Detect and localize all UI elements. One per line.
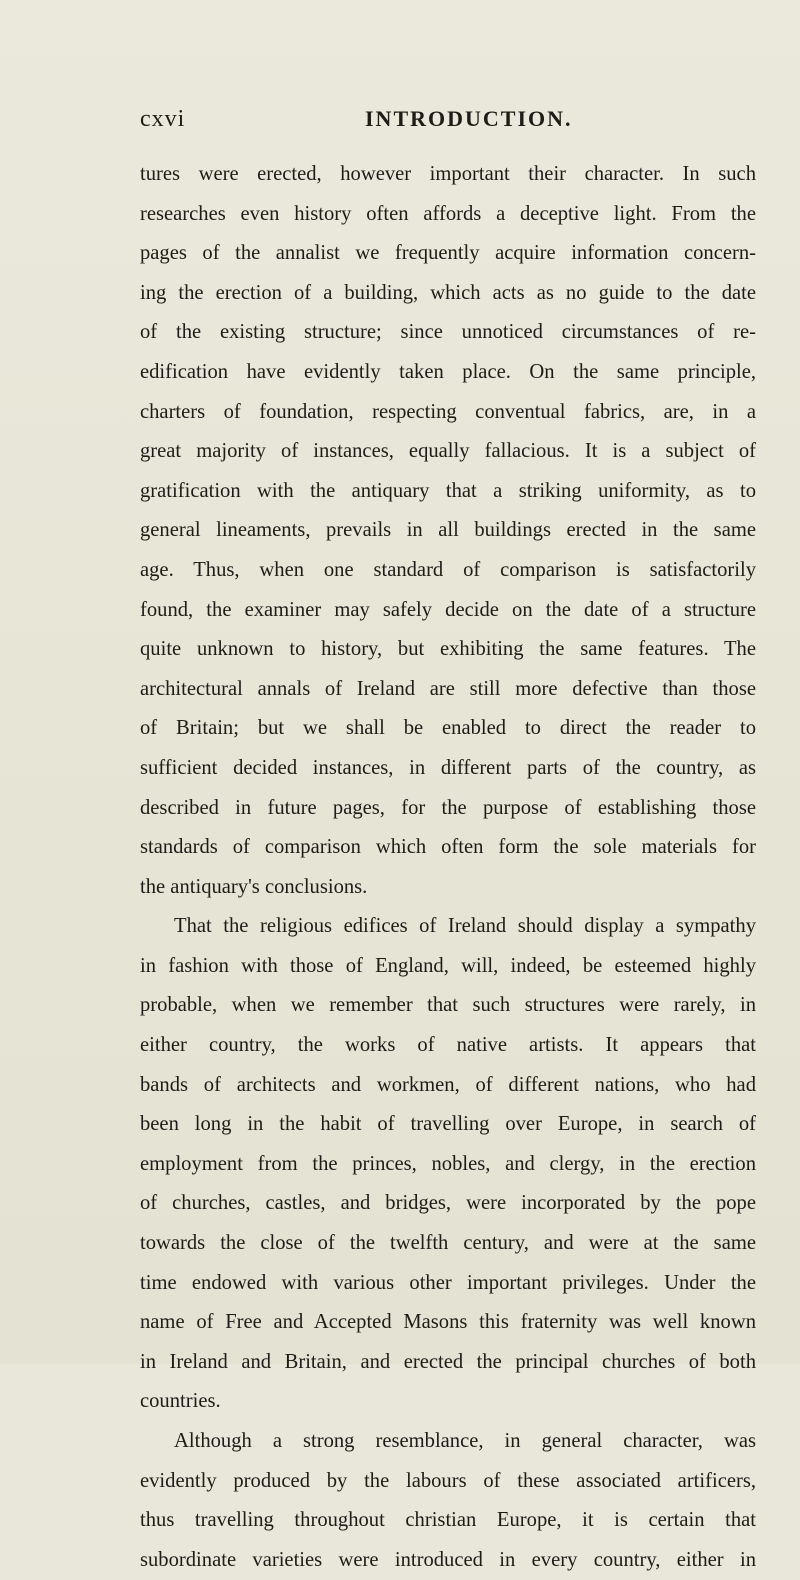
text-line: standards of comparison which often form the sole materials for bbox=[140, 836, 756, 859]
text-line: pages of the annalist we frequently acquire information concern- bbox=[140, 242, 756, 265]
text-line: in fashion with those of England, will, indeed, be esteemed highly bbox=[140, 954, 756, 977]
text-line: researches even history often affords a deceptive light. From the bbox=[140, 202, 756, 225]
text-line: probable, when we remember that such structures were rarely, in bbox=[140, 994, 756, 1017]
text-line: described in future pages, for the purpose of establishing those bbox=[140, 796, 756, 819]
paragraph-3 bbox=[140, 1422, 756, 1580]
text-line: general lineaments, prevails in all buildings erected in the same bbox=[140, 519, 756, 542]
text-line: countries. bbox=[140, 1390, 221, 1413]
text-line: charters of foundation, respecting conventual fabrics, are, in a bbox=[140, 400, 756, 423]
text-line: of the existing structure; since unnoticed circumstances of re- bbox=[140, 321, 756, 344]
text-line: age. Thus, when one standard of comparison is satisfactorily bbox=[140, 558, 756, 581]
running-head: INTRODUCTION. bbox=[365, 106, 573, 131]
text-line: the antiquary's conclusions. bbox=[140, 875, 368, 898]
text-line: found, the examiner may safely decide on the date of a structure bbox=[140, 598, 756, 621]
text-line: tures were erected, however important their character. In such bbox=[140, 163, 756, 185]
text-line: Although a strong resemblance, in general character, was bbox=[174, 1430, 756, 1452]
text-line: either country, the works of native artists. It appears that bbox=[140, 1034, 756, 1057]
text-line: That the religious edifices of Ireland should display a sympathy bbox=[174, 915, 756, 938]
text-line: subordinate varieties were introduced in every country, either in bbox=[140, 1548, 756, 1571]
paragraph-1 bbox=[140, 155, 756, 907]
text-line: time endowed with various other important privileges. Under the bbox=[140, 1271, 756, 1294]
text-line: of Britain; but we shall be enabled to direct the reader to bbox=[140, 717, 756, 740]
page-number: cxvi bbox=[140, 106, 186, 132]
text-line: great majority of instances, equally fallacious. It is a subject of bbox=[140, 440, 756, 463]
text-line: thus travelling throughout christian Europe, it is certain that bbox=[140, 1509, 756, 1532]
paragraph-2 bbox=[140, 907, 756, 1422]
text-line: been long in the habit of travelling over Europe, in search of bbox=[140, 1113, 756, 1136]
text-line: gratification with the antiquary that a striking uniformity, as to bbox=[140, 479, 756, 502]
page-header bbox=[135, 106, 735, 140]
text-line: name of Free and Accepted Masons this fraternity was well known bbox=[140, 1311, 756, 1334]
text-line: architectural annals of Ireland are still more defective than those bbox=[140, 677, 756, 700]
text-line: evidently produced by the labours of these associated artificers, bbox=[140, 1469, 756, 1492]
text-line: ing the erection of a building, which acts as no guide to the date bbox=[140, 281, 756, 304]
text-line: towards the close of the twelfth century, and were at the same bbox=[140, 1232, 756, 1255]
text-line: of churches, castles, and bridges, were incorporated by the pope bbox=[140, 1192, 756, 1215]
text-line: bands of architects and workmen, of different nations, who had bbox=[140, 1073, 756, 1096]
text-line: quite unknown to history, but exhibiting the same features. The bbox=[140, 638, 756, 661]
text-line: sufficient decided instances, in different parts of the country, as bbox=[140, 756, 756, 779]
text-line: in Ireland and Britain, and erected the principal churches of both bbox=[140, 1350, 756, 1373]
body-text bbox=[140, 155, 756, 1580]
text-line: employment from the princes, nobles, and clergy, in the erection bbox=[140, 1152, 756, 1175]
text-line: edification have evidently taken place. On the same principle, bbox=[140, 360, 756, 383]
